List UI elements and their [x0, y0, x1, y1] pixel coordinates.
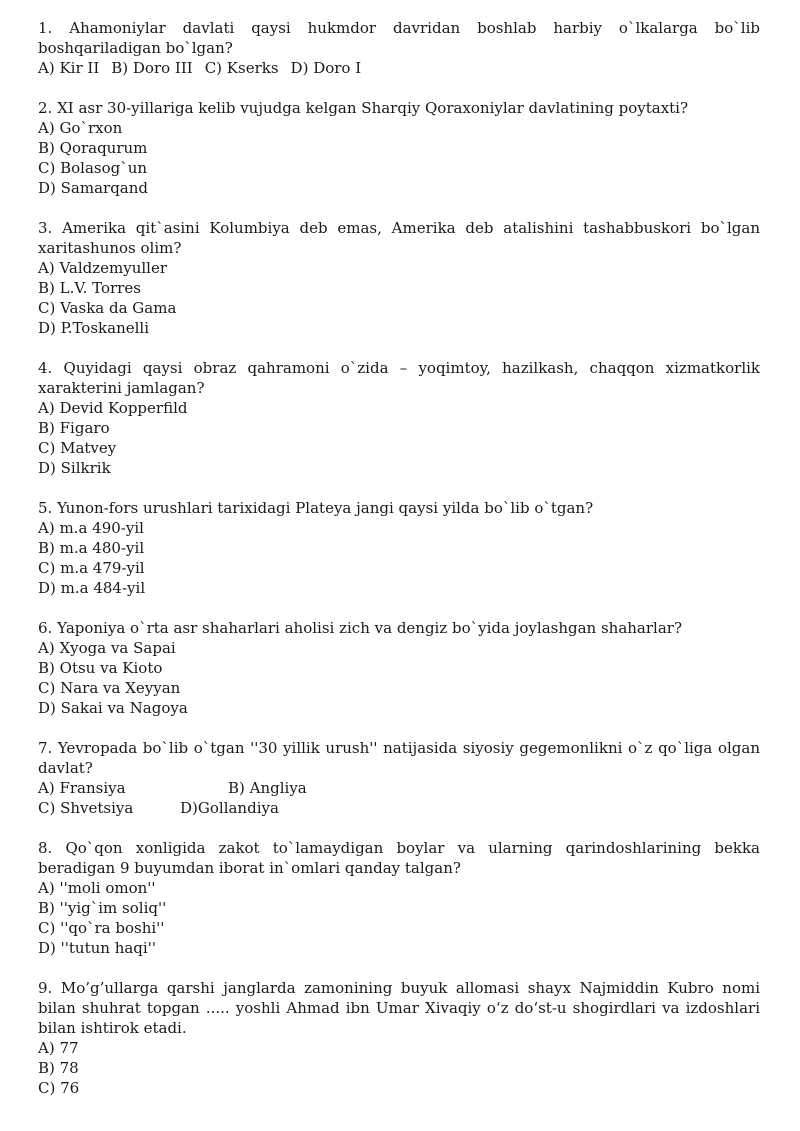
question-2: [38, 98, 760, 198]
answer-option-d: D) Samarqand: [38, 179, 149, 197]
answer-option-d: D) Sakai va Nagoya: [38, 699, 188, 717]
question-text: 4. Quyidagi qaysi obraz qahramoni o`zida – yoqimtoy, hazilkash, chaqqon xizmatkorlik xarakterini jamlagan?: [38, 359, 760, 397]
answer-option-c: C) Matvey: [38, 439, 117, 457]
answer-option-d: D)Gollandiya: [180, 799, 279, 817]
question-text: 9. Mo’g’ullarga qarshi janglarda zamonining buyuk allomasi shayx Najmiddin Kubro nomi bilan shuhrat topgan ..... yoshli Ahmad ibn Umar Xivaqiy o‘z do‘st-u shogirdlari va izdoshlari bilan ishtirok etadi.: [38, 979, 760, 1037]
question-text: 2. XI asr 30-yillariga kelib vujudga kelgan Sharqiy Qoraxoniylar davlatining poytaxti?: [38, 99, 689, 117]
answer-option-a: A) Devid Kopperfild: [38, 399, 188, 417]
question-text: 1. Ahamoniylar davlati qaysi hukmdor davridan boshlab harbiy o`lkalarga bo`lib boshqariladigan bo`lgan?: [38, 19, 760, 57]
question-text: 8. Qo`qon xonligida zakot to`lamaydigan boylar va ularning qarindoshlarining bekka beradigan 9 buyumdan iborat in`omlari qanday talgan?: [38, 839, 760, 877]
answer-option-b: B) Otsu va Kioto: [38, 659, 163, 677]
question-8: [38, 838, 760, 958]
question-5: [38, 498, 760, 598]
answer-option-b: B) ''yig`im soliq'': [38, 899, 167, 917]
question-6: [38, 618, 760, 718]
answer-option-c: C) Nara va Xeyyan: [38, 679, 181, 697]
answer-option-a: A) Valdzemyuller: [38, 259, 168, 277]
answer-option-c: C) 76: [38, 1079, 80, 1097]
answer-option-a: A) m.a 490-yil: [38, 519, 144, 537]
question-7: [38, 738, 760, 818]
answer-option-a: A) ''moli omon'': [38, 879, 156, 897]
answer-option-d: D) m.a 484-yil: [38, 579, 146, 597]
answer-option-a: A) Kir II: [38, 59, 100, 77]
answer-option-d: D) P.Toskanelli: [38, 319, 149, 337]
answer-option-a: A) Go`rxon: [38, 119, 123, 137]
answer-option-d: D) Doro I: [290, 59, 362, 77]
question-1: [38, 18, 760, 78]
question-text: 3. Amerika qit`asini Kolumbiya deb emas, Amerika deb atalishini tashabbuskori bo`lgan xaritashunos olim?: [38, 219, 760, 257]
answer-option-b: B) Figaro: [38, 419, 110, 437]
answer-option-c: C) Bolasog`un: [38, 159, 148, 177]
answer-option-b: B) Qoraqurum: [38, 139, 148, 157]
answer-option-d: D) Silkrik: [38, 459, 111, 477]
answer-option-c: C) Vaska da Gama: [38, 299, 177, 317]
answer-option-a: A) 77: [38, 1039, 79, 1057]
answer-option-c: C) ''qo`ra boshi'': [38, 919, 165, 937]
answer-option-b: B) m.a 480-yil: [38, 539, 145, 557]
answer-option-c: C) Shvetsiya: [38, 799, 134, 817]
answer-option-a: A) Fransiya: [38, 779, 126, 797]
answer-options-row: [38, 58, 760, 78]
question-text: 7. Yevropada bo`lib o`tgan ''30 yillik urush'' natijasida siyosiy gegemonlikni o`z qo`liga olgan davlat?: [38, 739, 760, 777]
answer-option-b: B) Angliya: [228, 779, 307, 797]
answer-option-c: C) m.a 479-yil: [38, 559, 145, 577]
answer-option-c: C) Kserks: [204, 59, 279, 77]
answer-options-row: [38, 778, 760, 798]
answer-option-d: D) ''tutun haqi'': [38, 939, 156, 957]
answer-option-a: A) Xyoga va Sapai: [38, 639, 176, 657]
question-text: 6. Yaponiya o`rta asr shaharlari aholisi zich va dengiz bo`yida joylashgan shaharlar?: [38, 619, 682, 637]
question-9: [38, 978, 760, 1098]
answer-option-b: B) 78: [38, 1059, 79, 1077]
question-text: 5. Yunon-fors urushlari tarixidagi Plateya jangi qaysi yilda bo`lib o`tgan?: [38, 499, 594, 517]
question-3: [38, 218, 760, 338]
question-4: [38, 358, 760, 478]
answer-options-row: [38, 798, 760, 818]
answer-option-b: B) L.V. Torres: [38, 279, 141, 297]
answer-option-b: B) Doro III: [111, 59, 193, 77]
